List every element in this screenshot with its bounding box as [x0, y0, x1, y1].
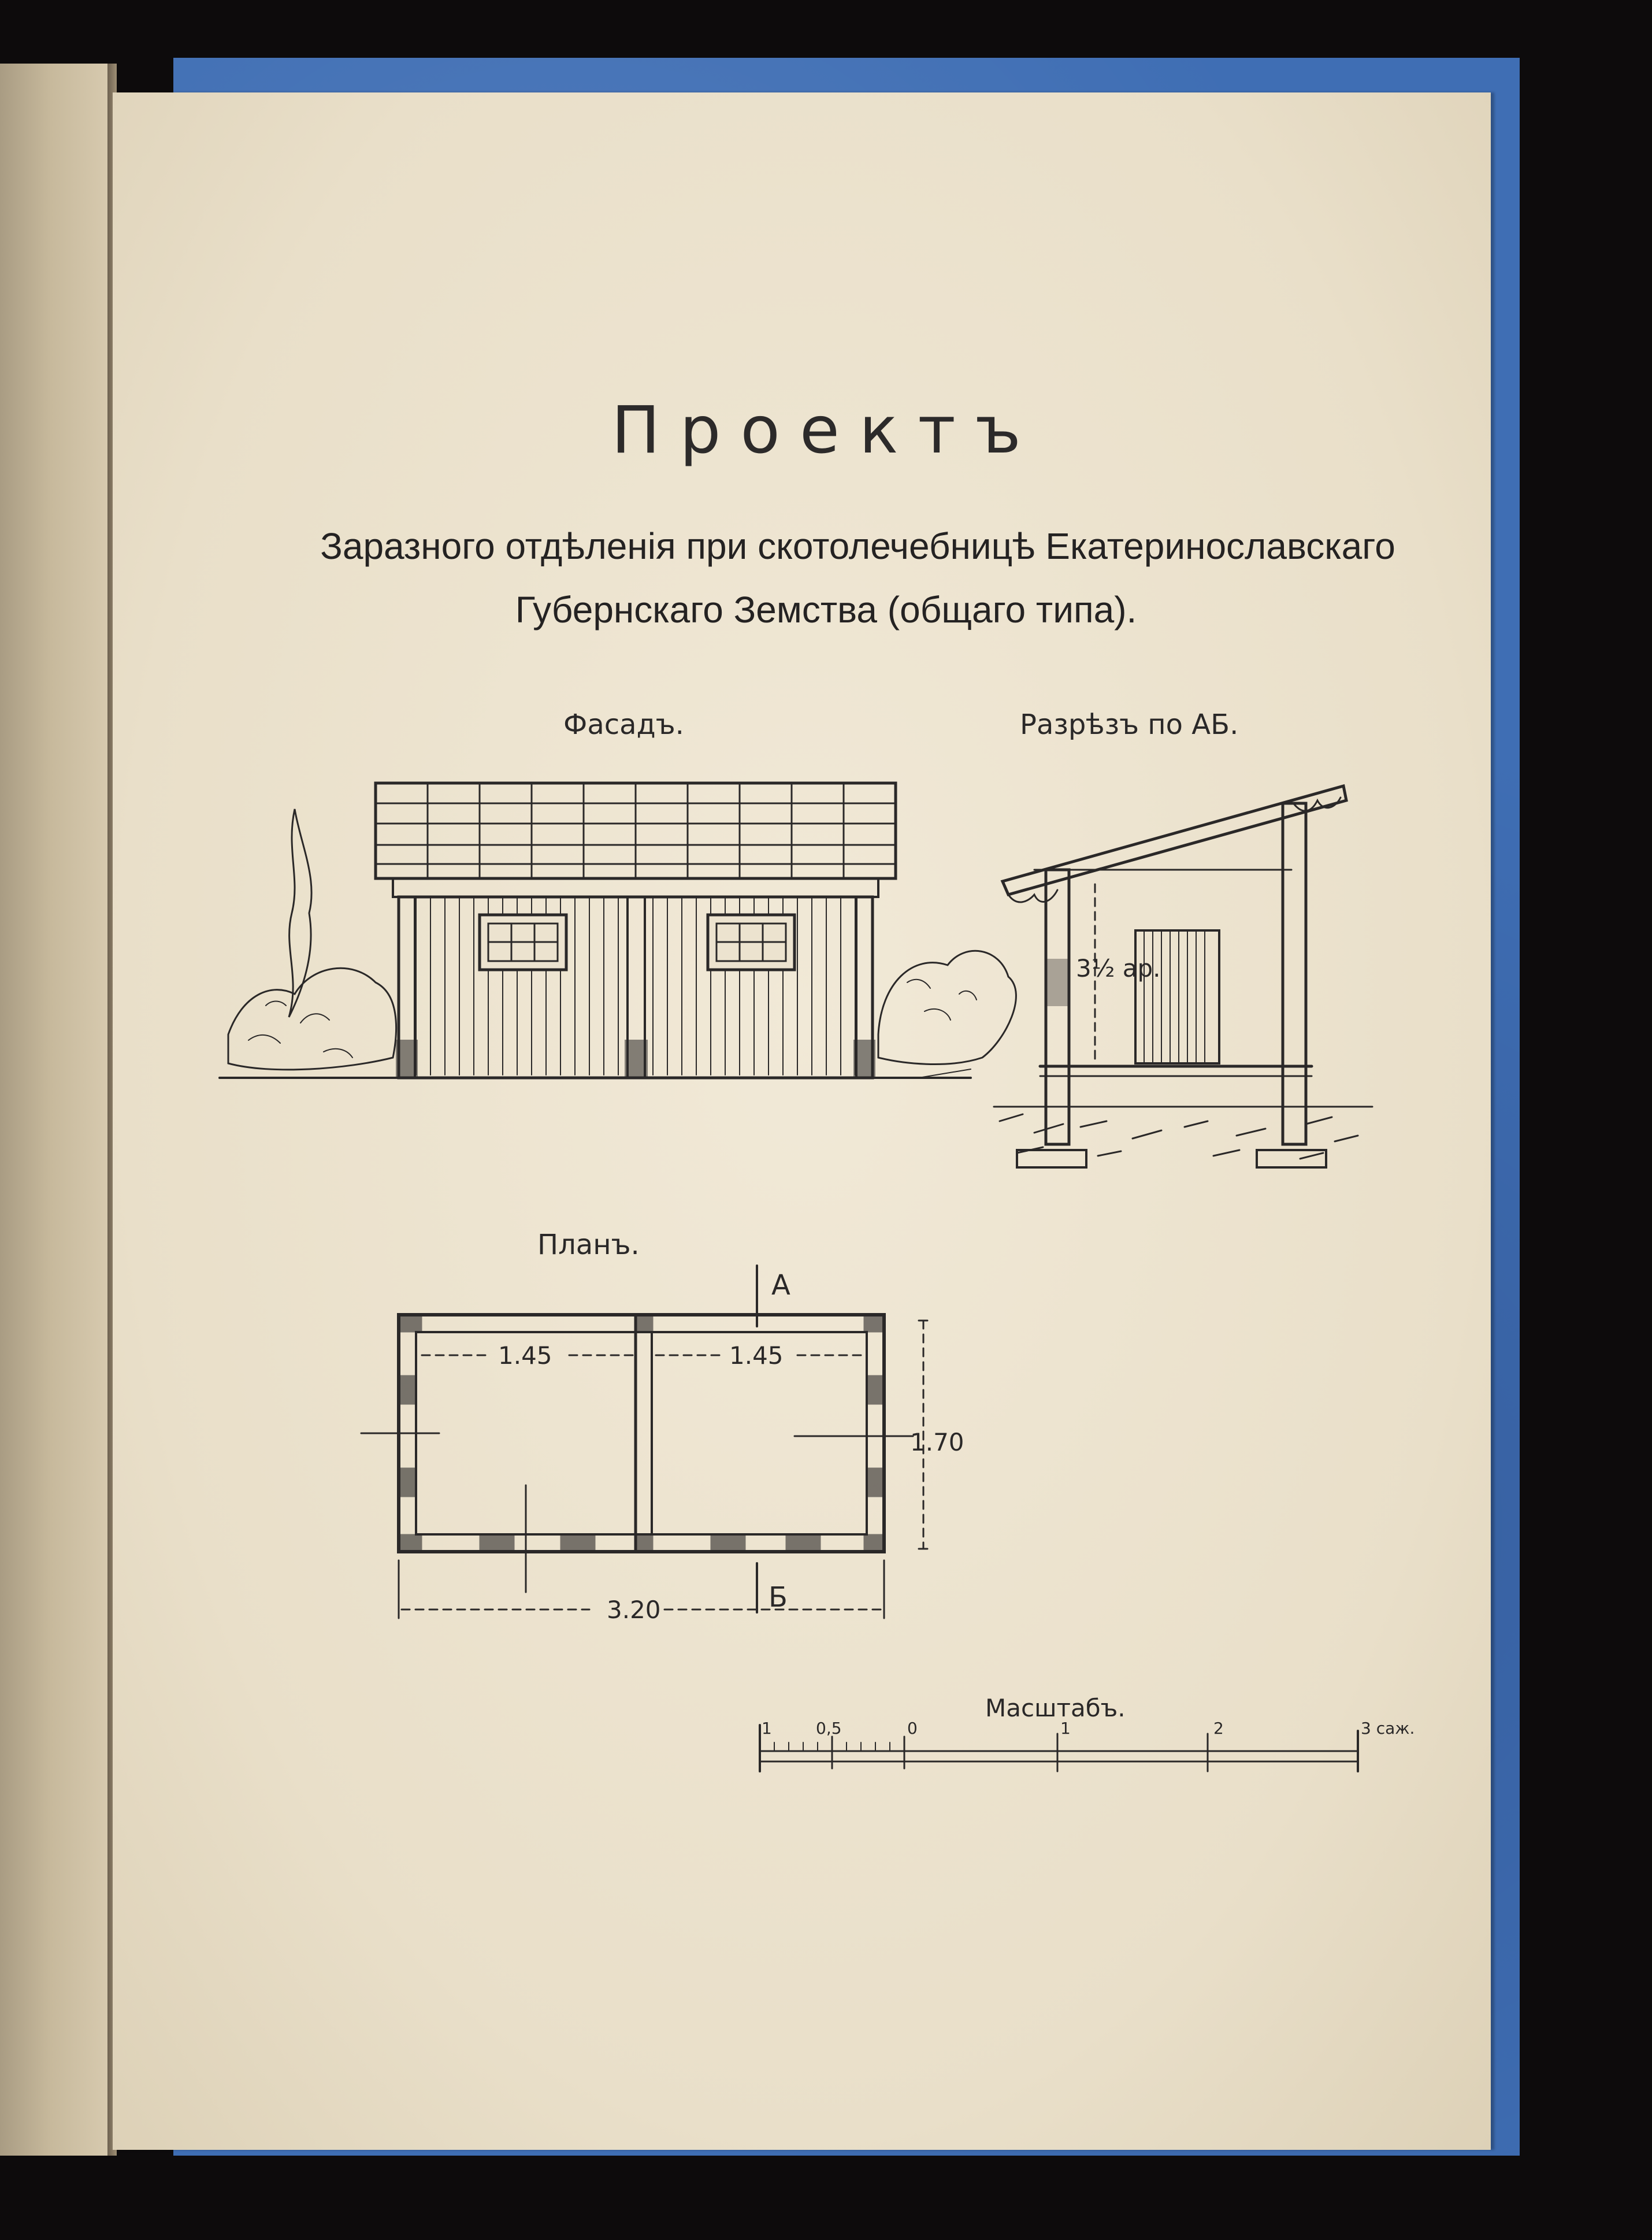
plan-dim-depth: 1.70: [910, 1428, 964, 1456]
page-title: Проектъ: [611, 393, 1041, 468]
scale-tick-1a: 1: [762, 1719, 772, 1738]
facade-label: Фасадъ.: [563, 709, 684, 741]
scale-tick-0: 0: [907, 1719, 918, 1738]
scale-tick-1: 1: [1060, 1719, 1071, 1738]
scale-bar: [760, 1694, 1415, 1771]
plan-mark-a: А: [771, 1269, 790, 1301]
section-drawing: [994, 709, 1372, 1167]
plan-dim-total: 3.20: [607, 1596, 661, 1624]
plan-label: Планъ.: [537, 1229, 640, 1261]
plan-dim-left: 1.45: [498, 1341, 552, 1370]
subtitle-line-1: Заразного отдѣленія при скотолечебницѣ Екатеринославскаго: [320, 525, 1395, 567]
plan-dim-right: 1.45: [729, 1341, 784, 1370]
subtitle-line-2: Губернскаго Земства (общаго типа).: [515, 589, 1137, 631]
scale-tick-05: 0,5: [816, 1719, 842, 1738]
plan-mark-b: Б: [769, 1581, 788, 1614]
scale-label: Масштабъ.: [985, 1694, 1126, 1722]
facade-drawing: [220, 709, 1016, 1078]
section-height-dim: 3½ ар.: [1076, 954, 1161, 982]
section-label: Разрѣзъ по АБ.: [1020, 709, 1239, 741]
plan-drawing: [361, 1229, 964, 1624]
scale-tick-3: 3 саж.: [1361, 1719, 1415, 1738]
scale-tick-2: 2: [1213, 1719, 1224, 1738]
